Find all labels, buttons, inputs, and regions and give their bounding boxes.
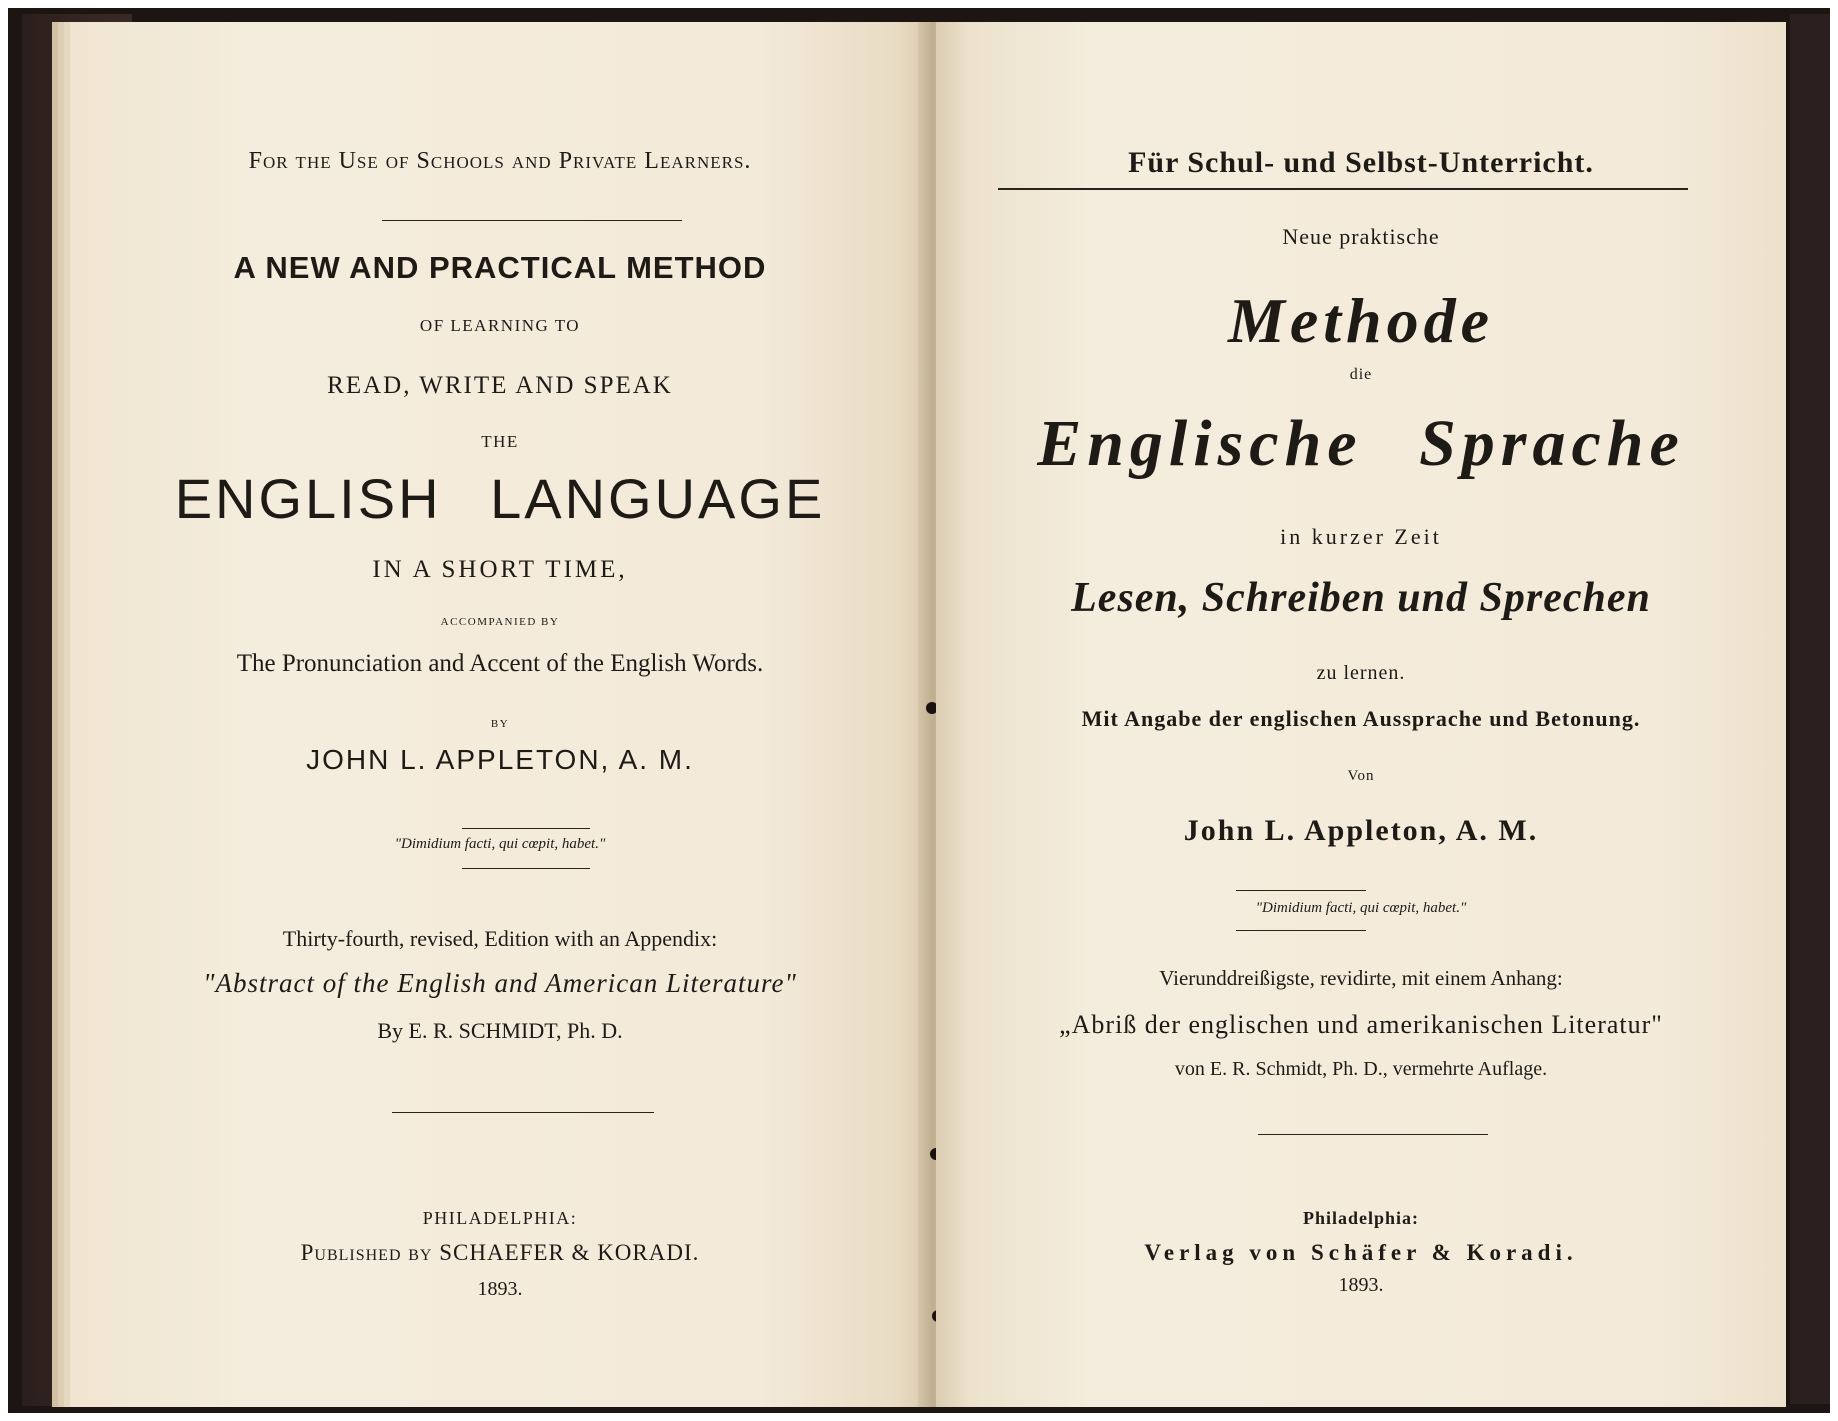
left-motto: "Dimidium facti, qui cœpit, habet." xyxy=(394,836,606,852)
book-cover-right xyxy=(1790,14,1830,1404)
right-header: Für Schul- und Selbst-Unterricht. xyxy=(1128,146,1594,179)
left-read-write-speak: READ, WRITE AND SPEAK xyxy=(327,372,673,399)
left-divider-1 xyxy=(382,220,682,221)
left-divider-2 xyxy=(392,1112,654,1113)
left-of-learning: OF LEARNING TO xyxy=(419,316,581,335)
right-von: Von xyxy=(1347,768,1375,784)
left-appendix-title: "Abstract of the English and American Literature" xyxy=(203,968,797,998)
right-zu-lernen: zu lernen. xyxy=(1316,662,1406,684)
left-edition: Thirty-fourth, revised, Edition with an Appendix: xyxy=(282,926,718,951)
right-motto: "Dimidium facti, qui cœpit, habet." xyxy=(1255,900,1467,916)
left-english-language: ENGLISH LANGUAGE xyxy=(174,467,826,530)
right-edition: Vierunddreißigste, revidirte, mit einem Anhang: xyxy=(1159,966,1563,990)
right-neue: Neue praktische xyxy=(1282,224,1440,249)
left-accompanied-by: ACCOMPANIED BY xyxy=(440,616,560,628)
left-motto-rule-bottom xyxy=(462,868,590,869)
right-city: Philadelphia: xyxy=(1302,1208,1420,1228)
right-author: John L. Appleton, A. M. xyxy=(1183,814,1539,847)
left-pronunciation: The Pronunciation and Accent of the English Words. xyxy=(236,650,764,677)
left-city: PHILADELPHIA: xyxy=(422,1208,578,1228)
right-angabe: Mit Angabe der englischen Aussprache und Betonung. xyxy=(1081,706,1641,731)
right-header-rule xyxy=(998,188,1688,190)
left-year: 1893. xyxy=(477,1278,523,1300)
right-kurzer-zeit: in kurzer Zeit xyxy=(1280,524,1442,549)
right-year: 1893. xyxy=(1338,1274,1384,1296)
left-author: JOHN L. APPLETON, A. M. xyxy=(306,744,694,775)
left-title: A NEW AND PRACTICAL METHOD xyxy=(233,250,767,285)
right-abriss: „Abriß der englischen und amerikanischen Literatur" xyxy=(1059,1010,1663,1039)
left-header: For the Use of Schools and Private Learners. xyxy=(248,148,752,174)
right-motto-rule-bottom xyxy=(1236,930,1366,931)
right-die: die xyxy=(1349,366,1373,383)
right-title-page xyxy=(936,22,1786,1407)
right-publisher: Verlag von Schäfer & Koradi. xyxy=(1144,1240,1578,1265)
left-by: BY xyxy=(490,718,510,730)
right-methode: Methode xyxy=(1227,285,1495,356)
left-editor: By E. R. SCHMIDT, Ph. D. xyxy=(377,1018,623,1043)
right-divider xyxy=(1258,1134,1488,1135)
right-motto-rule-top xyxy=(1236,890,1366,891)
right-lesen: Lesen, Schreiben und Sprechen xyxy=(1071,575,1651,621)
left-publisher: Published by SCHAEFER & KORADI. xyxy=(300,1240,700,1265)
left-short-time: IN A SHORT TIME, xyxy=(372,556,628,583)
left-the: THE xyxy=(481,432,519,451)
left-title-page xyxy=(70,22,930,1407)
right-englische-sprache: Englische Sprache xyxy=(1037,407,1685,480)
right-editor: von E. R. Schmidt, Ph. D., vermehrte Auflage. xyxy=(1174,1058,1548,1080)
left-motto-rule-top xyxy=(462,828,590,829)
